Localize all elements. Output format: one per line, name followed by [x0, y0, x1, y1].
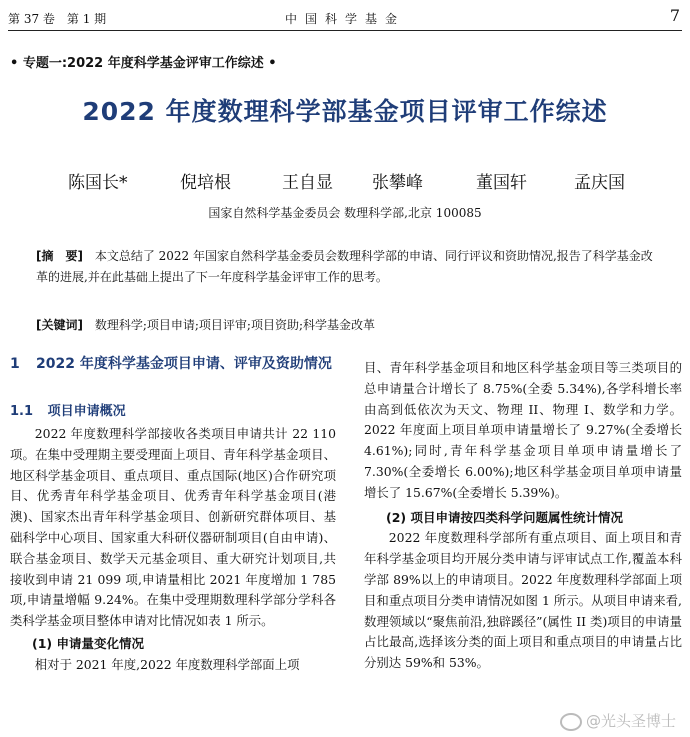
- section-heading: [10, 354, 340, 374]
- abstract-text: 本文总结了 2022 年国家自然科学基金委员会数理科学部的申请、同行评议和资助情况,报告了科学基金改革的进展,并在此基础上提出了下一年度科学基金评审工作的思考。: [36, 249, 653, 284]
- author: 孟庆国: [574, 173, 625, 193]
- author: 董国轩: [476, 173, 527, 193]
- subheading-four-categories: (2) 项目申请按四类科学问题属性统计情况: [386, 509, 623, 525]
- subheading-application-change: (1) 申请量变化情况: [32, 635, 144, 651]
- topic-line: • 专题一:2022 年度科学基金评审工作综述 •: [10, 56, 277, 71]
- running-header: [8, 6, 682, 31]
- left-column: [10, 424, 336, 676]
- abstract-label: [摘 要]: [36, 249, 83, 263]
- watermark: [560, 710, 676, 731]
- right-column: [364, 358, 682, 674]
- section-title: 2022 年度科学基金项目申请、评审及资助情况: [36, 356, 332, 372]
- author-list: [20, 168, 670, 193]
- page-number: 7: [669, 6, 680, 25]
- weibo-icon: [560, 713, 582, 731]
- author: 陈国长*: [68, 173, 128, 193]
- keywords-text: 数理科学;项目申请;项目评审;项目资助;科学基金改革: [94, 318, 375, 332]
- body-paragraph: 目、青年科学基金项目和地区科学基金项目等三类项目的总申请量合计增长了 8.75%(全委 5.34%),各学科增长率由高到低依次为天文、物理 II、物理 I、数学和力学。2022 年度面上项目单项申请量增长了 9.27%(全委增长 4.61%);同时,青年科学基金项目单项申请量增长了 7.30%(全委增长 6.00%);地区科学基金项目单项申请量增长了 15.67%(全委增长 5.39%)。: [364, 360, 682, 500]
- author: 王自显: [282, 173, 333, 193]
- affiliation: 国家自然科学基金委员会 数理科学部,北京 100085: [208, 206, 482, 220]
- keywords-label: [关键词]: [36, 318, 83, 332]
- author: 张攀峰: [372, 173, 423, 193]
- journal-name: 中国科学基金: [284, 12, 405, 26]
- watermark-text: @光头圣博士: [585, 712, 676, 730]
- body-paragraph: 2022 年度数理科学部接收各类项目申请共计 22 110 项。在集中受理期主要受理面上项目、青年科学基金项目、地区科学基金项目、重点项目、重点国际(地区)合作研究项目、优秀青年科学基金项目、优秀青年科学基金项目(港澳)、国家杰出青年科学基金项目、创新研究群体项目、基础科学中心项目、国家重大科研仪器研制项目(自由申请)、联合基金项目、数学天元基金项目、重大研究计划项目,共接收到申请 21 099 项,申请量相比 2021 年度增加 1 785 项,申请量增幅 9.24%。在集中受理期数理科学部分学科各类科学基金项目整体申请对比情况如表 1 所示。: [10, 426, 336, 629]
- subsection-number: 1.1: [10, 404, 34, 419]
- keywords: [36, 316, 654, 333]
- body-paragraph: 2022 年度数理科学部所有重点项目、面上项目和青年科学基金项目均开展分类申请与评审试点工作,覆盖本科学部 89%以上的申请项目。2022 年度数理科学部面上项目和重点项目分类申请情况如图 1 所示。从项目申请来看,数理领域以“聚焦前沿,独辟蹊径”(属性 II 类)项目的申请量占比最高,选择该分类的面上项目和重点项目的申请量占比分别达 59%和 53%。: [364, 530, 682, 671]
- author: 倪培根: [180, 173, 231, 193]
- body-paragraph: 相对于 2021 年度,2022 年度数理科学部面上项: [34, 656, 300, 672]
- subsection-heading: [10, 400, 126, 419]
- subsection-title: 项目申请概况: [47, 404, 126, 419]
- section-number: 1: [10, 356, 20, 372]
- volume-issue: 第 37 卷 第 1 期: [8, 12, 107, 26]
- paper-title: 2022 年度数理科学部基金项目评审工作综述: [82, 97, 608, 126]
- abstract: [36, 246, 654, 288]
